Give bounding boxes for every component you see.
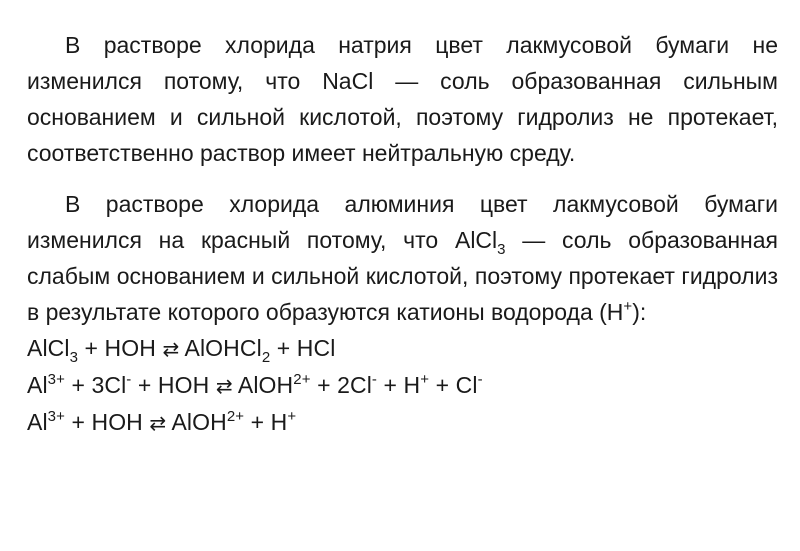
equilibrium-arrow-icon: ⇄ [162,337,180,361]
equation-short-ionic: $Al^{3+}$ + HOH ⇄ AlOH$^{2+}$ + H+ [27,408,297,435]
hydrogen-ion-charge: + [623,298,633,315]
equation-full-ionic: $Al^{3+} + 3Cl^-$ + HOH ⇄ AlOH$^{2+}$ + 2Cl- + H+ + Cl- [27,371,483,398]
paragraph-2-text-end: ): [632,299,647,325]
paragraph-2-text-middle: — соль образованная слабым основанием и сильной кислотой, поэтому протекает гидролиз в результате которого образуются катионы водорода (H [27,227,779,325]
paragraph-1-text: В растворе хлорида натрия цвет лакмусовой бумаги не изменился потому, что NaCl — соль образованная сильным основанием и сильной кислотой, поэтому гидролиз не протекает, соответственно раствор имеет нейтральную среду. [27,32,778,166]
equilibrium-arrow-icon: ⇄ [149,411,167,435]
paragraph-aluminium-chloride [27,186,778,330]
formula-alcl3: AlCl$_3$ [454,227,506,258]
equation-molecular: AlCl$_3$ + HOH ⇄ AlOHCl$_2$ + HCl [27,335,336,366]
equilibrium-arrow-icon: ⇄ [215,374,233,398]
paragraph-sodium-chloride [27,27,778,171]
paragraph-2-text-start: В растворе хлорида алюминия цвет лакмусовой бумаги изменился на красный потому, что [27,191,778,253]
